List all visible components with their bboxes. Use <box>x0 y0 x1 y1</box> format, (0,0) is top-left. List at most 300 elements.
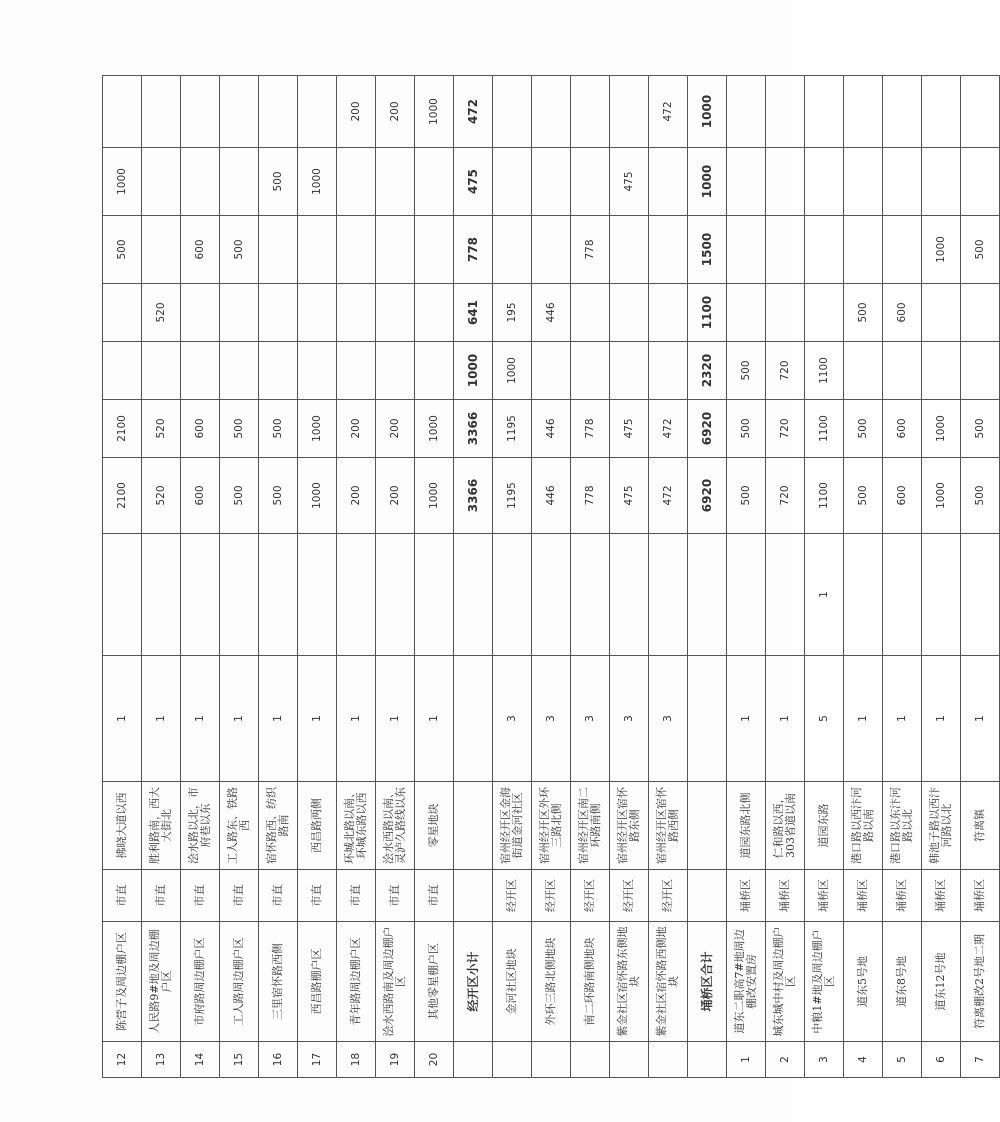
cell-a: 500 <box>727 400 766 458</box>
cell-f <box>103 76 142 148</box>
cell-num: 3 <box>610 656 649 782</box>
cell-a: 500 <box>844 400 883 458</box>
cell-total: 500 <box>220 458 259 534</box>
cell-e <box>181 148 220 216</box>
cell-a: 500 <box>220 400 259 458</box>
cell-e <box>649 148 688 216</box>
cell-d <box>298 216 337 284</box>
cell-no: 20 <box>415 1042 454 1078</box>
cell-c: 500 <box>844 284 883 342</box>
cell-c <box>376 284 415 342</box>
cell-loc: 零星地块 <box>415 782 454 870</box>
cell-a: 1000 <box>415 400 454 458</box>
sum-cell-blank <box>688 656 727 782</box>
sum-cell-f: 472 <box>454 76 493 148</box>
cell-num: 1 <box>883 656 922 782</box>
sum-cell-blank <box>454 1042 493 1078</box>
table-row <box>883 76 922 1078</box>
cell-d: 1000 <box>922 216 961 284</box>
cell-total: 778 <box>571 458 610 534</box>
cell-x <box>610 534 649 656</box>
cell-a: 600 <box>181 400 220 458</box>
cell-dist: 经开区 <box>610 870 649 922</box>
cell-name: 道东12号地 <box>922 922 961 1042</box>
cell-a: 475 <box>610 400 649 458</box>
cell-e: 1000 <box>298 148 337 216</box>
cell-loc: 宿怀路西、纺织路南 <box>259 782 298 870</box>
sum-cell-total: 3366 <box>454 458 493 534</box>
cell-name: 紫金社区宿怀路西侧地块 <box>649 922 688 1042</box>
cell-c <box>766 284 805 342</box>
cell-c <box>103 284 142 342</box>
cell-no <box>571 1042 610 1078</box>
cell-dist: 市直 <box>259 870 298 922</box>
cell-no: 13 <box>142 1042 181 1078</box>
cell-e <box>493 148 532 216</box>
cell-b <box>922 342 961 400</box>
cell-loc: 道园东路北侧 <box>727 782 766 870</box>
cell-no: 3 <box>805 1042 844 1078</box>
cell-b <box>649 342 688 400</box>
cell-name: 中粮1#地及周边棚户区 <box>805 922 844 1042</box>
cell-total: 1100 <box>805 458 844 534</box>
cell-dist: 市直 <box>415 870 454 922</box>
cell-name: 道东5号地 <box>844 922 883 1042</box>
table-row <box>181 76 220 1078</box>
cell-total: 2100 <box>103 458 142 534</box>
cell-dist: 埇桥区 <box>727 870 766 922</box>
cell-loc: 浍水西路以南、灵泸久路线以东 <box>376 782 415 870</box>
cell-c <box>259 284 298 342</box>
cell-num: 3 <box>493 656 532 782</box>
cell-e <box>415 148 454 216</box>
cell-b <box>337 342 376 400</box>
sum-cell-e: 1000 <box>688 148 727 216</box>
table-row <box>220 76 259 1078</box>
cell-c <box>805 284 844 342</box>
cell-no: 14 <box>181 1042 220 1078</box>
cell-x <box>727 534 766 656</box>
cell-d <box>766 216 805 284</box>
cell-a: 720 <box>766 400 805 458</box>
cell-name: 浍水西路南及周边棚户区 <box>376 922 415 1042</box>
table-row <box>142 76 181 1078</box>
cell-b <box>610 342 649 400</box>
table-row <box>415 76 454 1078</box>
cell-num: 1 <box>727 656 766 782</box>
cell-e: 500 <box>259 148 298 216</box>
sum-cell-a: 3366 <box>454 400 493 458</box>
cell-no: 5 <box>883 1042 922 1078</box>
sum-cell-blank <box>454 656 493 782</box>
cell-x <box>376 534 415 656</box>
table-row <box>532 76 571 1078</box>
cell-a: 600 <box>883 400 922 458</box>
sum-cell-total: 6920 <box>688 458 727 534</box>
cell-b <box>220 342 259 400</box>
sum-cell-b: 2320 <box>688 342 727 400</box>
cell-f <box>259 76 298 148</box>
cell-b <box>532 342 571 400</box>
table-row <box>766 76 805 1078</box>
cell-no: 7 <box>961 1042 1000 1078</box>
cell-name: 人民路9#地及周边棚户区 <box>142 922 181 1042</box>
cell-d <box>649 216 688 284</box>
sum-cell-blank <box>688 782 727 870</box>
cell-c: 446 <box>532 284 571 342</box>
cell-loc: 拂晓大道以西 <box>103 782 142 870</box>
cell-x <box>220 534 259 656</box>
table-row <box>649 76 688 1078</box>
cell-total: 472 <box>649 458 688 534</box>
cell-num: 1 <box>259 656 298 782</box>
cell-dist: 市直 <box>376 870 415 922</box>
sum-cell-f: 1000 <box>688 76 727 148</box>
cell-loc: 港口路以西汴河路以南 <box>844 782 883 870</box>
cell-x <box>844 534 883 656</box>
cell-name: 南二环路南侧地块 <box>571 922 610 1042</box>
cell-name: 三里宿怀路西侧 <box>259 922 298 1042</box>
cell-loc: 宿州经开区金海街道金河社区 <box>493 782 532 870</box>
cell-loc: 西昌路两侧 <box>298 782 337 870</box>
cell-d <box>805 216 844 284</box>
cell-loc: 浍水路以北，市府巷以东 <box>181 782 220 870</box>
cell-d <box>883 216 922 284</box>
cell-num: 3 <box>649 656 688 782</box>
cell-f <box>922 76 961 148</box>
cell-loc: 宿州经开区外环三路北侧 <box>532 782 571 870</box>
cell-x <box>181 534 220 656</box>
cell-total: 200 <box>337 458 376 534</box>
cell-no: 16 <box>259 1042 298 1078</box>
cell-name: 符离棚改2号地二期 <box>961 922 1000 1042</box>
cell-d: 500 <box>103 216 142 284</box>
cell-dist: 市直 <box>181 870 220 922</box>
cell-total: 1195 <box>493 458 532 534</box>
cell-d: 778 <box>571 216 610 284</box>
sum-cell-b: 1000 <box>454 342 493 400</box>
cell-e <box>376 148 415 216</box>
cell-b: 720 <box>766 342 805 400</box>
table-row <box>805 76 844 1078</box>
cell-d <box>844 216 883 284</box>
cell-name: 西昌路棚户区 <box>298 922 337 1042</box>
cell-d: 500 <box>961 216 1000 284</box>
cell-dist: 市直 <box>337 870 376 922</box>
cell-dist: 埇桥区 <box>922 870 961 922</box>
sum-cell-label: 埇桥区合计 <box>688 922 727 1042</box>
cell-c <box>571 284 610 342</box>
cell-e: 475 <box>610 148 649 216</box>
cell-total: 600 <box>883 458 922 534</box>
cell-f <box>493 76 532 148</box>
cell-c <box>961 284 1000 342</box>
table-row <box>922 76 961 1078</box>
cell-c <box>610 284 649 342</box>
cell-num: 1 <box>220 656 259 782</box>
cell-loc: 胜利路南，西大大街北 <box>142 782 181 870</box>
cell-c <box>181 284 220 342</box>
cell-f <box>883 76 922 148</box>
cell-a: 500 <box>961 400 1000 458</box>
cell-name: 道东二职高7#地周边棚改安置房 <box>727 922 766 1042</box>
cell-e <box>220 148 259 216</box>
cell-a: 520 <box>142 400 181 458</box>
cell-b <box>844 342 883 400</box>
cell-dist: 埇桥区 <box>805 870 844 922</box>
cell-name: 城东城中村及周边棚户区 <box>766 922 805 1042</box>
cell-num: 1 <box>337 656 376 782</box>
sum-cell-e: 475 <box>454 148 493 216</box>
cell-dist: 经开区 <box>493 870 532 922</box>
cell-loc: 港口路以东汴河路以北 <box>883 782 922 870</box>
cell-total: 500 <box>727 458 766 534</box>
shantytown-project-table <box>102 75 1000 1078</box>
sum-cell-c: 641 <box>454 284 493 342</box>
cell-no: 4 <box>844 1042 883 1078</box>
cell-total: 720 <box>766 458 805 534</box>
cell-loc: 宿州经开区宿怀路东侧 <box>610 782 649 870</box>
cell-e <box>961 148 1000 216</box>
cell-f <box>805 76 844 148</box>
cell-name: 紫金社区宿怀路东侧地块 <box>610 922 649 1042</box>
table-row <box>259 76 298 1078</box>
cell-f <box>844 76 883 148</box>
cell-e <box>727 148 766 216</box>
cell-f <box>961 76 1000 148</box>
cell-f: 200 <box>337 76 376 148</box>
cell-num: 1 <box>844 656 883 782</box>
cell-loc: 宿州经开区南二环路南侧 <box>571 782 610 870</box>
cell-c <box>415 284 454 342</box>
cell-dist: 市直 <box>298 870 337 922</box>
cell-total: 500 <box>961 458 1000 534</box>
cell-dist: 市直 <box>220 870 259 922</box>
cell-a: 1100 <box>805 400 844 458</box>
cell-b <box>961 342 1000 400</box>
cell-dist: 埇桥区 <box>844 870 883 922</box>
cell-d <box>142 216 181 284</box>
cell-num: 1 <box>181 656 220 782</box>
cell-e <box>844 148 883 216</box>
cell-b <box>298 342 337 400</box>
cell-b <box>571 342 610 400</box>
cell-no: 12 <box>103 1042 142 1078</box>
cell-a: 500 <box>259 400 298 458</box>
cell-c <box>727 284 766 342</box>
cell-a: 446 <box>532 400 571 458</box>
cell-name: 青年路周边棚户区 <box>337 922 376 1042</box>
table-row <box>376 76 415 1078</box>
cell-f <box>298 76 337 148</box>
cell-d: 600 <box>181 216 220 284</box>
subtotal-row-yongqiao <box>688 76 727 1078</box>
cell-e <box>922 148 961 216</box>
cell-f: 1000 <box>415 76 454 148</box>
cell-f: 200 <box>376 76 415 148</box>
cell-x <box>259 534 298 656</box>
cell-dist: 埇桥区 <box>961 870 1000 922</box>
cell-d <box>610 216 649 284</box>
cell-b <box>181 342 220 400</box>
sum-cell-blank <box>688 1042 727 1078</box>
cell-x <box>142 534 181 656</box>
cell-dist: 市直 <box>142 870 181 922</box>
cell-loc: 道园东路 <box>805 782 844 870</box>
cell-num: 1 <box>376 656 415 782</box>
cell-num: 3 <box>532 656 571 782</box>
cell-name: 工人路周边棚户区 <box>220 922 259 1042</box>
cell-total: 500 <box>259 458 298 534</box>
sum-cell-blank <box>688 870 727 922</box>
cell-total: 446 <box>532 458 571 534</box>
cell-loc: 宿州经开区宿怀路西侧 <box>649 782 688 870</box>
cell-x <box>493 534 532 656</box>
cell-x <box>883 534 922 656</box>
cell-c <box>649 284 688 342</box>
cell-x <box>922 534 961 656</box>
cell-b: 500 <box>727 342 766 400</box>
cell-x <box>532 534 571 656</box>
table-row <box>298 76 337 1078</box>
cell-d <box>532 216 571 284</box>
cell-loc: 环城北路以南、环城东路以西 <box>337 782 376 870</box>
cell-x <box>961 534 1000 656</box>
cell-no: 19 <box>376 1042 415 1078</box>
cell-f: 472 <box>649 76 688 148</box>
table-row <box>961 76 1000 1078</box>
cell-d <box>415 216 454 284</box>
cell-a: 2100 <box>103 400 142 458</box>
cell-total: 475 <box>610 458 649 534</box>
cell-no: 18 <box>337 1042 376 1078</box>
cell-no: 6 <box>922 1042 961 1078</box>
cell-c <box>922 284 961 342</box>
cell-total: 500 <box>844 458 883 534</box>
cell-name: 道东8号地 <box>883 922 922 1042</box>
cell-a: 472 <box>649 400 688 458</box>
cell-total: 520 <box>142 458 181 534</box>
cell-b <box>883 342 922 400</box>
cell-no <box>493 1042 532 1078</box>
cell-e <box>805 148 844 216</box>
cell-total: 200 <box>376 458 415 534</box>
cell-d <box>493 216 532 284</box>
cell-total: 1000 <box>922 458 961 534</box>
cell-d <box>376 216 415 284</box>
cell-c <box>220 284 259 342</box>
table-row <box>337 76 376 1078</box>
cell-b <box>103 342 142 400</box>
cell-loc: 仁和路以西，303省道以南 <box>766 782 805 870</box>
cell-b <box>415 342 454 400</box>
cell-a: 1000 <box>922 400 961 458</box>
table-row <box>571 76 610 1078</box>
cell-dist: 市直 <box>103 870 142 922</box>
cell-num: 1 <box>766 656 805 782</box>
cell-e <box>883 148 922 216</box>
cell-no <box>649 1042 688 1078</box>
cell-total: 1000 <box>298 458 337 534</box>
cell-x <box>571 534 610 656</box>
cell-a: 1000 <box>298 400 337 458</box>
cell-name: 金河社区地块 <box>493 922 532 1042</box>
cell-num: 1 <box>103 656 142 782</box>
table-row <box>493 76 532 1078</box>
cell-f <box>766 76 805 148</box>
cell-d <box>337 216 376 284</box>
cell-x <box>766 534 805 656</box>
cell-no: 2 <box>766 1042 805 1078</box>
table-row <box>610 76 649 1078</box>
cell-name: 市府路周边棚户区 <box>181 922 220 1042</box>
cell-loc: 符离镇 <box>961 782 1000 870</box>
cell-name: 其他零星棚户区 <box>415 922 454 1042</box>
cell-name: 陈营子及周边棚户区 <box>103 922 142 1042</box>
sum-cell-d: 1500 <box>688 216 727 284</box>
cell-f <box>142 76 181 148</box>
cell-e <box>571 148 610 216</box>
sum-cell-blank <box>454 782 493 870</box>
cell-x <box>649 534 688 656</box>
subtotal-row-jingkai <box>454 76 493 1078</box>
cell-num: 1 <box>298 656 337 782</box>
cell-loc: 工人路东、铁路西 <box>220 782 259 870</box>
cell-b <box>376 342 415 400</box>
sum-cell-blank <box>688 534 727 656</box>
cell-a: 1195 <box>493 400 532 458</box>
cell-d: 500 <box>220 216 259 284</box>
cell-num: 1 <box>961 656 1000 782</box>
cell-a: 778 <box>571 400 610 458</box>
cell-f <box>181 76 220 148</box>
sum-cell-label: 经开区小计 <box>454 922 493 1042</box>
cell-e <box>142 148 181 216</box>
cell-e: 1000 <box>103 148 142 216</box>
cell-f <box>532 76 571 148</box>
cell-no: 1 <box>727 1042 766 1078</box>
table-row <box>727 76 766 1078</box>
cell-c: 520 <box>142 284 181 342</box>
cell-x: 1 <box>805 534 844 656</box>
table-row <box>844 76 883 1078</box>
cell-e <box>532 148 571 216</box>
sum-cell-blank <box>454 870 493 922</box>
cell-x <box>103 534 142 656</box>
cell-dist: 埇桥区 <box>766 870 805 922</box>
cell-b <box>259 342 298 400</box>
cell-x <box>337 534 376 656</box>
cell-b <box>142 342 181 400</box>
cell-no <box>532 1042 571 1078</box>
cell-num: 3 <box>571 656 610 782</box>
cell-c: 600 <box>883 284 922 342</box>
sum-cell-a: 6920 <box>688 400 727 458</box>
cell-d <box>727 216 766 284</box>
cell-c: 195 <box>493 284 532 342</box>
rotated-table-sheet <box>102 76 986 1078</box>
cell-total: 600 <box>181 458 220 534</box>
cell-x <box>298 534 337 656</box>
sum-cell-d: 778 <box>454 216 493 284</box>
sum-cell-blank <box>454 534 493 656</box>
cell-b: 1100 <box>805 342 844 400</box>
cell-f <box>571 76 610 148</box>
cell-a: 200 <box>337 400 376 458</box>
cell-c <box>298 284 337 342</box>
sum-cell-c: 1100 <box>688 284 727 342</box>
cell-f <box>220 76 259 148</box>
